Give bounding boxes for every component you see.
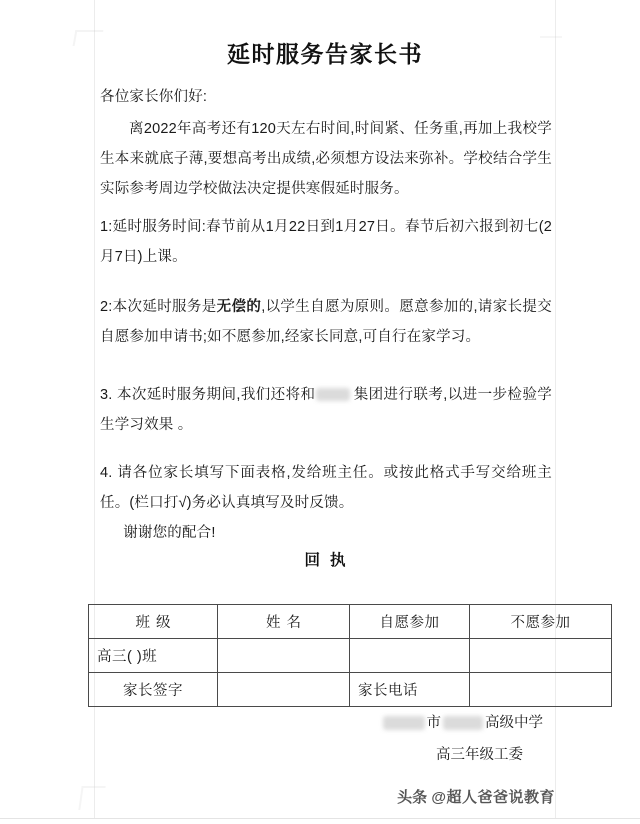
- list-item-free-voluntary: [100, 292, 552, 352]
- watermark-handle: @超人爸爸说教育: [431, 789, 555, 806]
- table-cell-parent-signature-label: 家长签字: [89, 673, 218, 707]
- table-header-unwilling: 不愿参加: [470, 605, 612, 639]
- page-bottom-divider: [0, 818, 640, 819]
- table-cell-willing-checkbox[interactable]: [350, 639, 470, 673]
- signature-city-suffix: 市: [426, 715, 441, 731]
- item2-text-before: 2:本次延时服务是: [100, 299, 217, 315]
- document-body: [95, 0, 571, 818]
- item3-text-before: 3. 本次延时服务期间,我们还将和: [100, 387, 316, 403]
- table-header-row: [89, 605, 612, 639]
- table-cell-parent-phone-label: 家长电话: [350, 673, 470, 707]
- table-cell-name-input[interactable]: [218, 639, 350, 673]
- table-row: [89, 673, 612, 707]
- receipt-heading: 回执: [304, 552, 356, 569]
- table-header-willing: 自愿参加: [350, 605, 470, 639]
- table-cell-unwilling-checkbox[interactable]: [470, 639, 612, 673]
- redaction-blur-school: [443, 716, 483, 730]
- redaction-blur-city: [383, 716, 425, 730]
- list-item-service-time: 1:延时服务时间:春节前从1月22日到1月27日。春节后初六报到初七(2月7日)上课。: [100, 219, 552, 265]
- thanks-line: 谢谢您的配合!: [123, 525, 216, 541]
- signature-department: 高三年级工委: [436, 747, 523, 763]
- list-item-joint-exam: [100, 380, 552, 440]
- redaction-blur-company: [316, 388, 350, 401]
- item2-emphasis-free: 无偿的: [216, 299, 262, 315]
- table-cell-class-value[interactable]: 高三( )班: [89, 639, 218, 673]
- list-item-fill-form: 4. 请各位家长填写下面表格,发给班主任。或按此格式手写交给班主任。(栏口打√)务必认真填写及时反馈。: [100, 465, 552, 511]
- table-row: [89, 639, 612, 673]
- table-cell-parent-phone-input[interactable]: [470, 673, 612, 707]
- item3-text-after: 集团进行联考,以进一步检验学生学习效果 。: [100, 387, 552, 433]
- item2-text-after: ,以学生自愿为原则。愿意参加的,请家长提交自愿参加申请书;如不愿参加,经家长同意,可自行在家学习。: [100, 299, 552, 345]
- intro-paragraph: 离2022年高考还有120天左右时间,时间紧、任务重,再加上我校学生本来就底子薄,要想高考出成绩,必须想方设法来弥补。学校结合学生实际参考周边学校做法决定提供寒假延时服务。: [100, 121, 552, 197]
- signature-block: [95, 708, 555, 772]
- table-header-name: 姓名: [218, 605, 350, 639]
- watermark-platform: 头条: [397, 789, 428, 806]
- signature-school-suffix: 高级中学: [485, 715, 543, 731]
- salutation-line: 各位家长你们好:: [100, 89, 208, 105]
- table-header-class: 班级: [89, 605, 218, 639]
- document-title: 延时服务告家长书: [227, 41, 423, 67]
- table-cell-parent-signature-input[interactable]: [218, 673, 350, 707]
- receipt-table: [88, 604, 612, 707]
- signature-school-line: [95, 708, 555, 738]
- watermark: [95, 786, 563, 807]
